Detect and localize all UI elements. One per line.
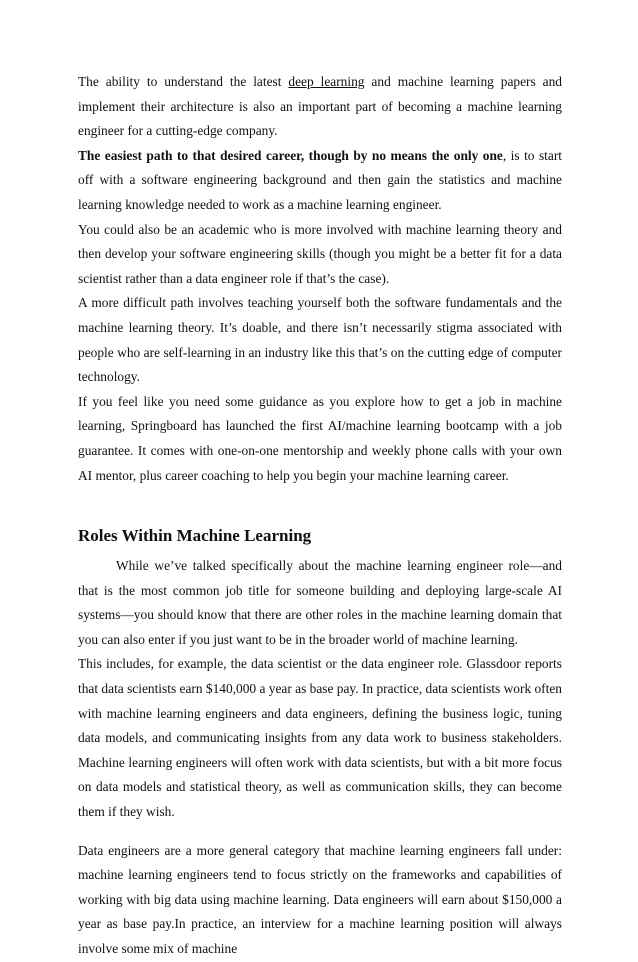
paragraph-difficult-path: A more difficult path involves teaching yourself both the software fundamentals and the machine learning theory. It’s doable, and there isn’t necessarily stigma associated with people who are self-learning in an industry like this that’s on the cutting edge of computer technology.	[78, 295, 562, 385]
paragraph-deep-learning	[78, 70, 562, 144]
document-page	[78, 70, 562, 962]
deep-learning-link[interactable]: deep learning	[288, 74, 365, 89]
paragraph-easiest-path	[78, 144, 562, 218]
paragraph-other-roles: While we’ve talked specifically about the machine learning engineer role—and that is the most common job title for someone building and deploying large-scale AI systems—you should know that there are other roles in the machine learning domain that you can also enter if you just want to be in the broader world of machine learning.	[78, 558, 562, 647]
paragraph-text: The ability to understand the latest	[78, 74, 289, 89]
section-heading: Roles Within Machine Learning	[78, 526, 312, 546]
paragraph-data-engineers: Data engineers are a more general category that machine learning engineers fall under: machine learning engineers tend to focus strictly on the frameworks and capabilities of working with big data using machine learning. Data engineers will earn about $150,000 a year as base pay.In practice, an interview for a machine learning position will always involve some mix of machine	[78, 842, 562, 956]
bold-phrase: The easiest path to that desired career, though by no means the only one	[78, 147, 503, 163]
paragraph-text: and machine learning papers and implement their architecture is also an important part of becoming a machine learning engineer for a cutting-edge company.	[78, 74, 562, 139]
paragraph-text: , is to start off with a software engineering background and then gain the statistics and machine learning knowledge needed to work as a machine learning engineer.	[78, 147, 563, 212]
paragraph-springboard: If you feel like you need some guidance as you explore how to get a job in machine learning, Springboard has launched the first AI/machine learning bootcamp with a job guarantee. It comes with one-on-one mentorship and weekly phone calls with your own AI mentor, plus career coaching to help you begin your machine learning career.	[78, 393, 562, 483]
paragraph-data-scientist: This includes, for example, the data scientist or the data engineer role. Glassdoor reports that data scientists earn $140,000 a year as base pay. In practice, data scientists work often with machine learning engineers and data engineers, defining the business logic, tuning data models, and communicating insights from any data work to business stakeholders. Machine learning engineers will often work with data scientists, but with a bit more focus on data models and statistical theory, as well as communication skills, they can become them if they wish.	[78, 656, 562, 820]
paragraph-academic: You could also be an academic who is more involved with machine learning theory and then develop your software engineering skills (though you might be a better fit for a data scientist rather than a data engineer role if that’s the case).	[78, 221, 562, 286]
